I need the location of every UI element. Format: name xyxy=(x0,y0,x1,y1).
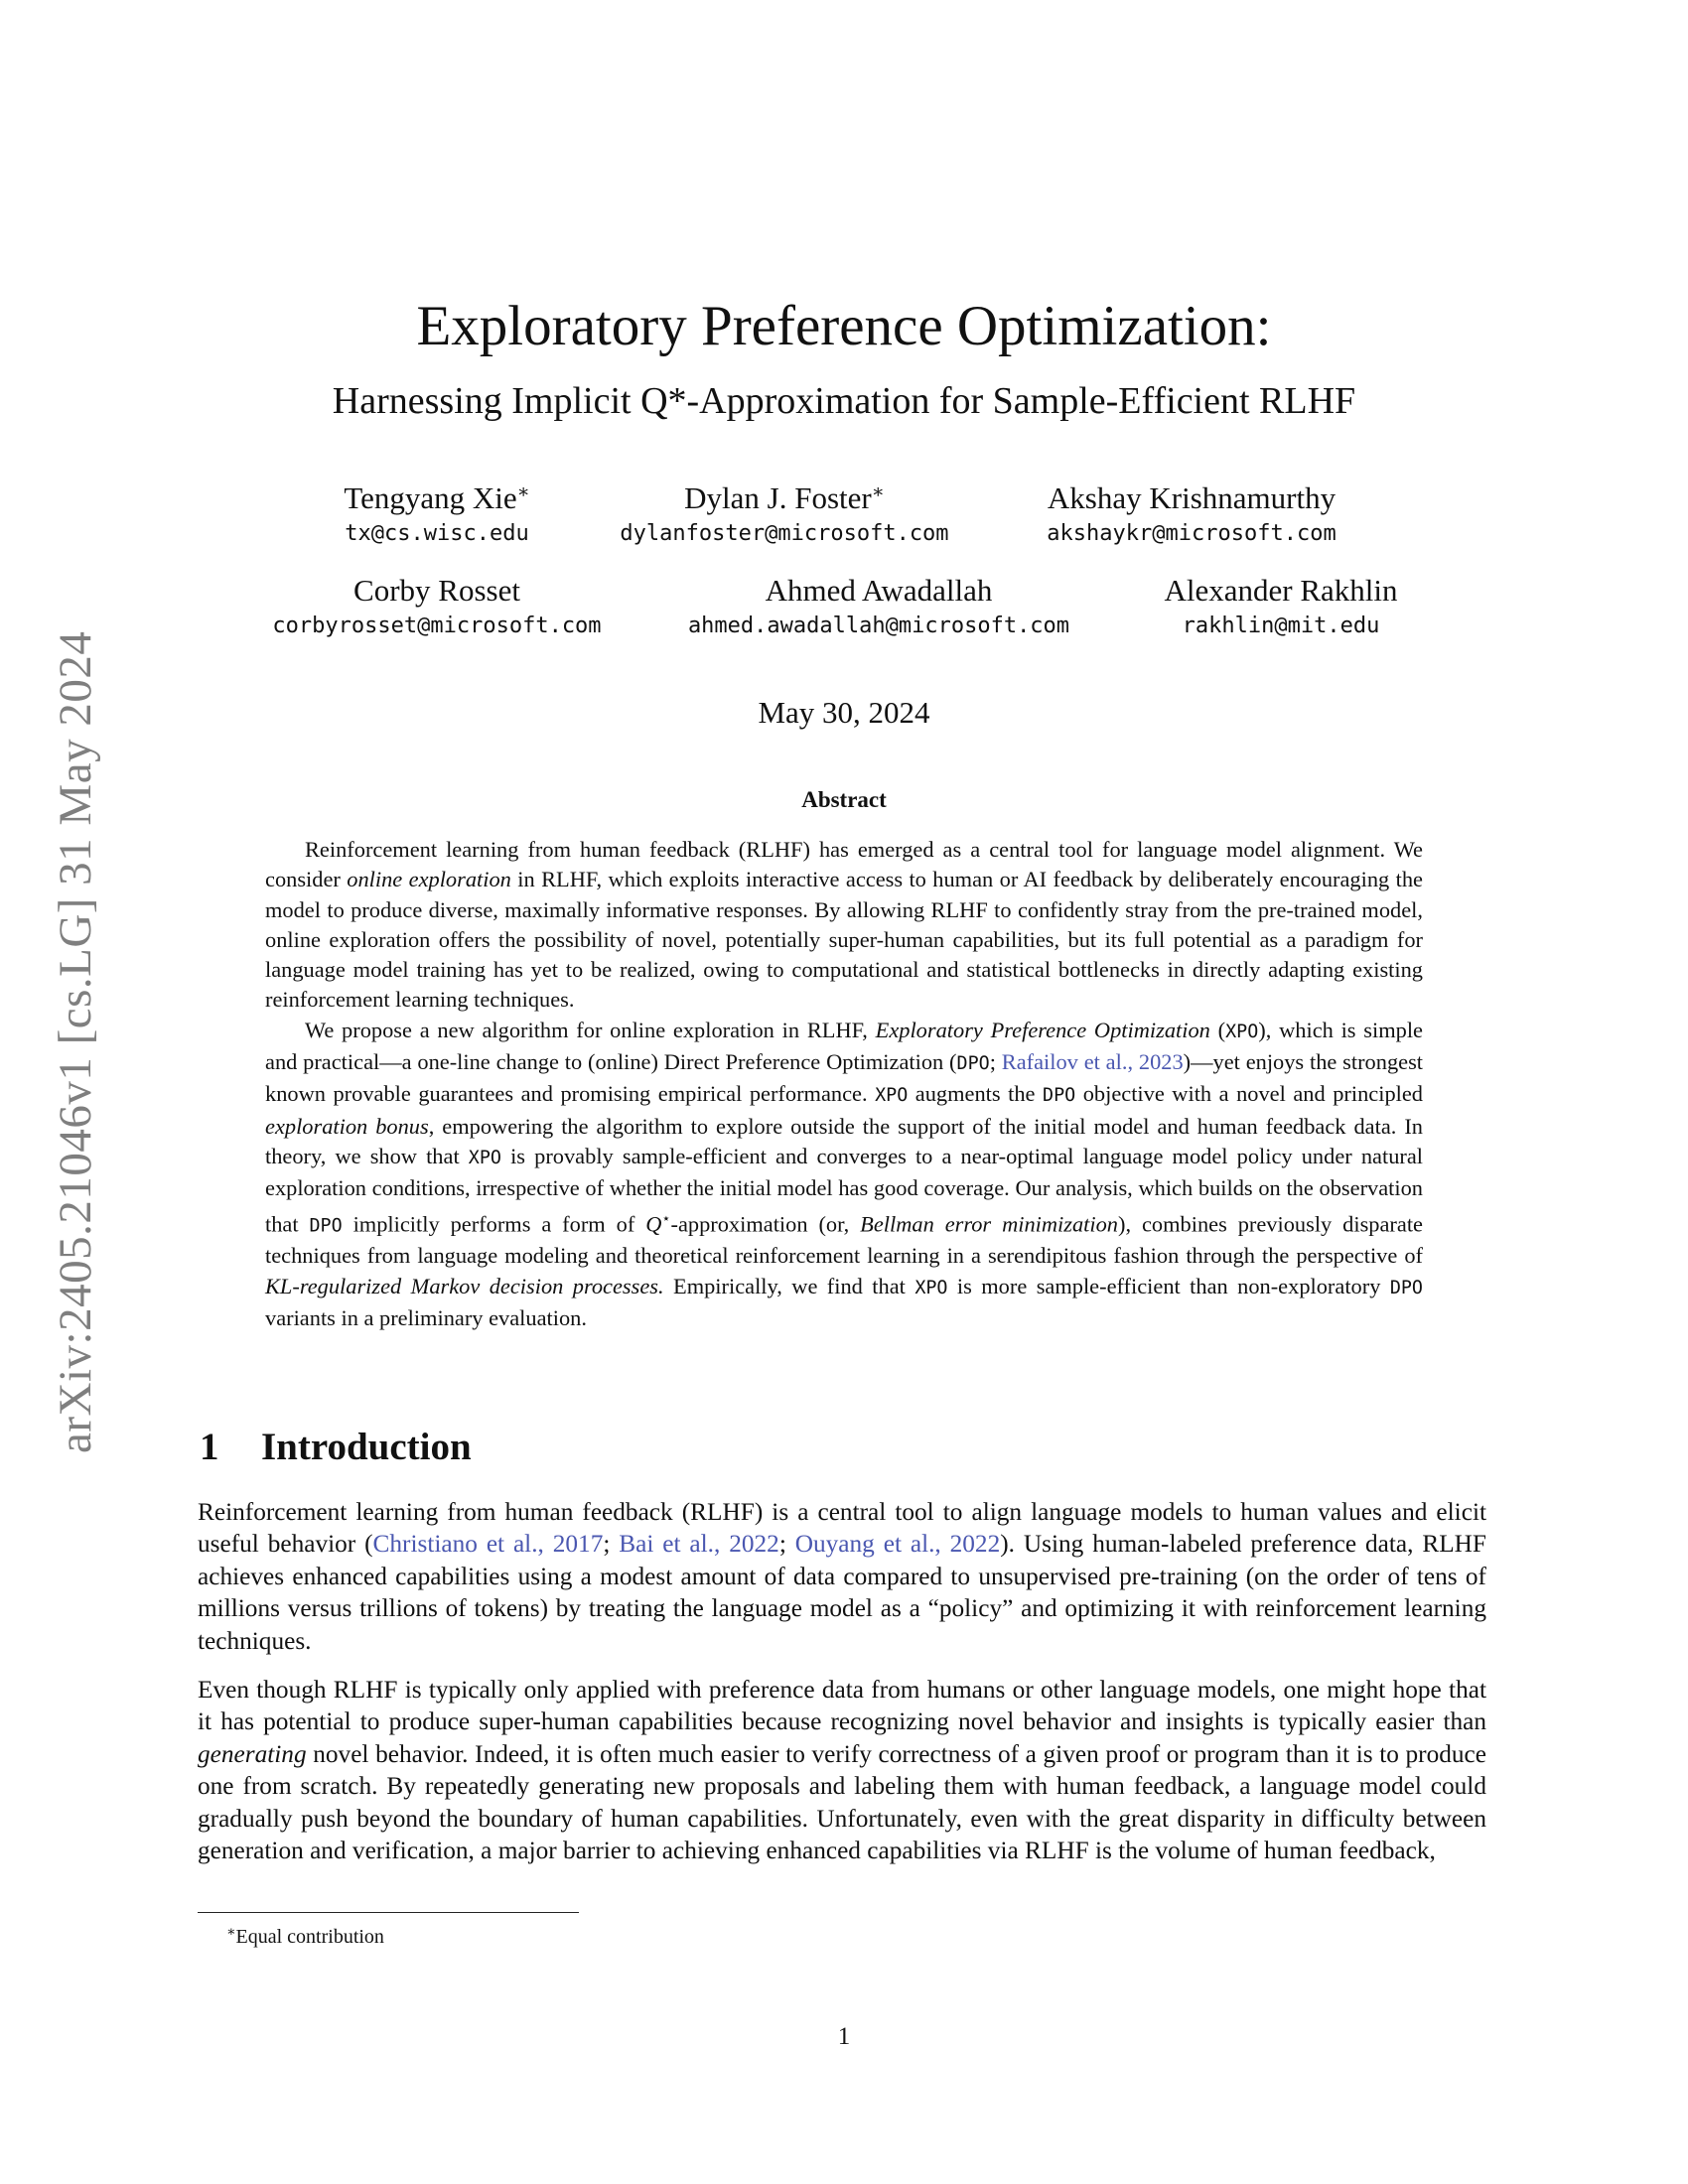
publication-date: May 30, 2024 xyxy=(758,695,930,730)
citation-link[interactable]: Rafailov et al., 2023 xyxy=(1001,1049,1184,1075)
author-name: Alexander Rakhlin xyxy=(1164,573,1398,608)
equal-contribution-mark: ∗ xyxy=(871,481,885,503)
abstract-paragraph: Reinforcement learning from human feedback (RLHF) has emerged as a central tool for language model alignment. We consider online exploration in RLHF, which exploits interactive access to human or AI feedback by deliberately encouraging the model to produce diverse, maximally informative responses. By allowing RLHF to confidently stray from the pre-trained model, online exploration offers the possibility of novel, potentially super-human capabilities, but its full potential as a paradigm for language model training has yet to be realized, owing to computational and statistical bottlenecks in directly adapting existing reinforcement learning techniques. xyxy=(265,837,1423,1013)
abstract-body xyxy=(265,835,1423,1333)
author-block xyxy=(288,480,586,548)
footnote: ∗Equal contribution xyxy=(226,1925,384,1948)
citation-link[interactable]: Ouyang et al., 2022 xyxy=(794,1530,1001,1559)
author-name: Corby Rosset xyxy=(353,573,520,608)
author-block xyxy=(586,480,983,548)
equal-contribution-mark: ∗ xyxy=(516,481,530,503)
author-block xyxy=(655,573,1102,640)
abstract-paragraph: We propose a new algorithm for online exploration in RLHF, Exploratory Preference Optimization (XPO), which is simple and practical—a one-line change to (online) Direct Preference Optimization (DPO; Rafailov et al., 2023)—yet enjoys the strongest known provable guarantees and promising empirical performance. XPO augments the DPO objective with a novel and principled exploration bonus, empowering the algorithm to explore outside the support of the initial model and human feedback data. In theory, we show that XPO is provably sample-efficient and converges to a near-optimal language model policy under natural exploration conditions, irrespective of whether the initial model has good coverage. Our analysis, which builds on the observation that DPO implicitly performs a form of Q⋆-approximation (or, Bellman error minimization), combines previously disparate techniques from language modeling and theoretical reinforcement learning in a serendipitous fashion through the perspective of KL-regularized Markov decision processes. Empirically, we find that XPO is more sample-efficient than non-exploratory DPO variants in a preliminary evaluation. xyxy=(265,1017,1424,1330)
paper-title: Exploratory Preference Optimization: xyxy=(416,295,1272,357)
author-email[interactable]: dylanfoster@microsoft.com xyxy=(620,521,949,546)
author-name: Akshay Krishnamurthy xyxy=(1047,480,1336,515)
author-name: Ahmed Awadallah xyxy=(765,573,993,608)
footnote-mark: ∗ xyxy=(226,1925,236,1940)
author-email[interactable]: tx@cs.wisc.edu xyxy=(345,521,529,546)
author-block xyxy=(1132,573,1430,640)
author-name: Dylan J. Foster∗ xyxy=(684,480,885,515)
section-title: Introduction xyxy=(261,1426,472,1468)
abstract-heading: Abstract xyxy=(801,787,887,812)
introduction-body xyxy=(198,1496,1486,1883)
author-block xyxy=(248,573,626,640)
author-email[interactable]: akshaykr@microsoft.com xyxy=(1047,521,1336,546)
section-heading-introduction xyxy=(200,1424,472,1471)
body-paragraph: Reinforcement learning from human feedback (RLHF) is a central tool to align language models to human values and elicit useful behavior (Christiano et al., 2017; Bai et al., 2022; Ouyang et al., 2022). Using human-labeled preference data, RLHF achieves enhanced capabilities using a modest amount of data compared to unsupervised pre-training (on the order of tens of millions versus trillions of tokens) by treating the language model as a “policy” and optimizing it with reinforcement learning techniques. xyxy=(198,1498,1486,1655)
author-email[interactable]: corbyrosset@microsoft.com xyxy=(272,614,602,638)
page-number: 1 xyxy=(837,2023,851,2050)
footnote-divider xyxy=(198,1912,579,1913)
body-paragraph: Even though RLHF is typically only applied with preference data from humans or other language models, one might hope that it has potential to produce super-human capabilities because recognizing novel behavior and insights is typically easier than generating novel behavior. Indeed, it is often much easier to verify correctness of a given proof or program than it is to produce one from scratch. By repeatedly generating new proposals and labeling them with human feedback, a language model could gradually push beyond the boundary of human capabilities. Unfortunately, even with the great disparity in difficulty between generation and verification, a major barrier to achieving enhanced capabilities via RLHF is the volume of human feedback, xyxy=(198,1676,1486,1865)
author-email[interactable]: ahmed.awadallah@microsoft.com xyxy=(687,614,1070,638)
author-block xyxy=(1013,480,1370,548)
arxiv-identifier-stamp: arXiv:2405.21046v1 [cs.LG] 31 May 2024 xyxy=(50,630,101,1454)
citation-link[interactable]: Christiano et al., 2017 xyxy=(372,1530,604,1559)
paper-subtitle: Harnessing Implicit Q*-Approximation for Sample-Efficient RLHF xyxy=(332,380,1356,422)
author-email[interactable]: rakhlin@mit.edu xyxy=(1182,614,1380,638)
section-number: 1 xyxy=(200,1426,219,1468)
citation-link[interactable]: Bai et al., 2022 xyxy=(619,1530,779,1559)
author-name: Tengyang Xie∗ xyxy=(344,480,530,515)
